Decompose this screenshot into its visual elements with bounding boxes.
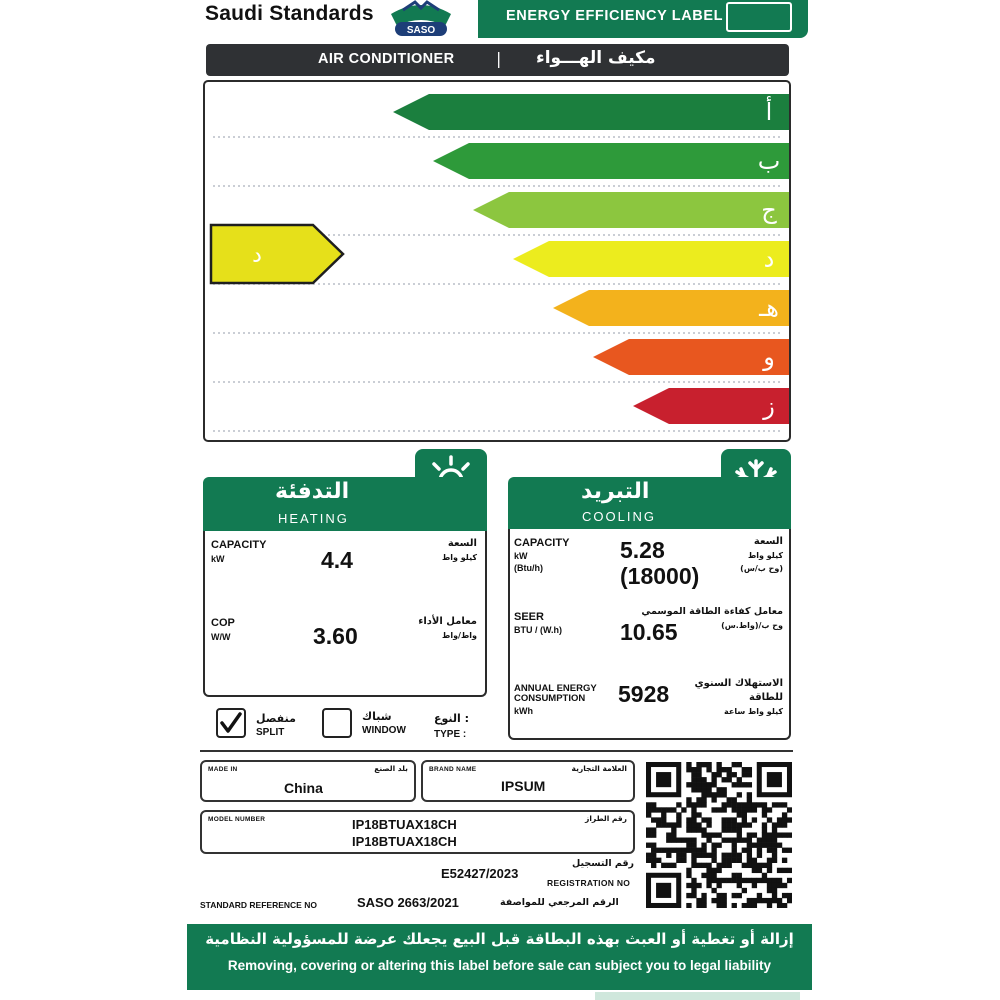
cooling-capacity-unit2-ar: (وح ب/س) <box>740 564 783 573</box>
heating-capacity-label: CAPACITY <box>211 539 267 551</box>
cooling-annual-label-ar-1: الاستهلاك السنوي <box>694 678 783 689</box>
title-bar <box>206 44 789 76</box>
model-label: MODEL NUMBER <box>208 816 266 823</box>
cooling-capacity-unit-ar: كيلو واط <box>747 551 783 560</box>
rating-letter: د <box>763 245 775 273</box>
model-label-ar: رقم الطراز <box>585 814 627 823</box>
rating-arrow <box>593 339 789 375</box>
cooling-seer-unit-ar: وح ب/(واط.س) <box>721 621 783 630</box>
heating-cop-unit-ar: واط/واط <box>442 631 477 640</box>
energy-label-title: ENERGY EFFICIENCY LABEL <box>506 8 724 24</box>
cooling-annual-label-2: CONSUMPTION <box>514 693 586 704</box>
cooling-seer-unit: BTU / (W.h) <box>514 625 562 635</box>
registration-label-ar: رقم التسجيل <box>572 858 635 869</box>
model-box <box>200 810 635 854</box>
rating-letter: ج <box>761 196 777 224</box>
rating-letter: أ <box>765 98 773 126</box>
cooling-header <box>508 477 791 531</box>
cooling-annual-value: 5928 <box>618 681 670 707</box>
org-name: Saudi Standards <box>205 2 374 25</box>
made-in-value: China <box>284 780 323 796</box>
qr-code <box>646 762 792 908</box>
footer-stripe <box>595 992 800 1000</box>
footer-warning-ar: إزالة أو تغطية أو العبث بهذه البطاقة قبل البيع يجعلك عرضة للمسؤولية النظامية <box>205 930 794 948</box>
rating-letter: ز <box>763 392 775 420</box>
cooling-title-ar: التبريد <box>581 479 650 504</box>
made-in-label: MADE IN <box>208 766 238 773</box>
heating-cop-label: COP <box>211 617 235 629</box>
model-value-2: IP18BTUAX18CH <box>352 834 457 849</box>
made-in-label-ar: بلد الصنع <box>374 764 408 773</box>
window-label-ar: شباك <box>362 710 392 723</box>
cooling-annual-unit-ar: كيلو واط ساعة <box>724 707 783 716</box>
footer-warning-en: Removing, covering or altering this label before sale can subject you to legal liability <box>227 958 772 973</box>
heating-capacity-label-ar: السعة <box>447 538 477 549</box>
brand-box <box>421 760 635 802</box>
brand-label: BRAND NAME <box>429 766 477 773</box>
title-arabic: مكيف الهـــواء <box>536 48 656 68</box>
product-rating-letter: د <box>252 243 262 268</box>
rating-arrow <box>513 241 789 277</box>
rating-letter: هـ <box>759 294 779 322</box>
footer-banner <box>187 924 812 990</box>
standard-label-ar: الرقم المرجعي للمواصفة <box>500 897 619 908</box>
saso-logo <box>385 0 457 38</box>
rating-arrow <box>553 290 789 326</box>
heating-cop-value: 3.60 <box>313 623 358 649</box>
divider <box>200 750 793 752</box>
rating-arrow <box>433 143 789 179</box>
heating-capacity-value: 4.4 <box>321 547 353 573</box>
registration-value: E52427/2023 <box>441 866 519 881</box>
split-label-ar: منفصل <box>256 712 296 725</box>
heating-title-ar: التدفئة <box>275 479 350 504</box>
cooling-capacity-unit2: (Btu/h) <box>514 563 543 573</box>
product-rating-arrow <box>211 225 343 283</box>
rating-letter: ب <box>757 147 781 175</box>
brand-value: IPSUM <box>501 778 546 794</box>
rating-letter: و <box>763 343 775 371</box>
cooling-capacity-btu: (18000) <box>620 563 700 589</box>
cooling-capacity-unit: kW <box>514 551 528 561</box>
type-label-en: TYPE : <box>434 729 467 740</box>
heating-panel <box>203 531 487 697</box>
heating-header <box>203 477 487 533</box>
cooling-capacity-label: CAPACITY <box>514 537 570 549</box>
cooling-annual-unit: kWh <box>514 706 533 716</box>
split-checkbox[interactable] <box>216 708 246 738</box>
cooling-seer-label: SEER <box>514 611 544 623</box>
rating-arrow <box>473 192 789 228</box>
heating-title-en: HEATING <box>278 511 349 526</box>
heating-capacity-unit: kW <box>211 554 225 564</box>
heating-capacity-unit-ar: كيلو واط <box>441 553 477 562</box>
model-value-1: IP18BTUAX18CH <box>352 817 457 832</box>
type-label-ar: النوع : <box>434 712 470 725</box>
rating-panel <box>203 80 791 442</box>
made-in-box <box>200 760 416 802</box>
arabic-mark-icon <box>726 2 792 32</box>
checkmark-icon <box>218 710 244 736</box>
standard-label: STANDARD REFERENCE NO <box>200 900 317 910</box>
brand-label-ar: العلامة التجارية <box>571 764 627 773</box>
cooling-capacity-label-ar: السعة <box>753 536 783 547</box>
window-checkbox[interactable] <box>322 708 352 738</box>
cooling-title-en: COOLING <box>582 509 656 524</box>
split-label-en: SPLIT <box>256 727 285 738</box>
cooling-seer-value: 10.65 <box>620 619 678 645</box>
heating-cop-unit: W/W <box>211 632 231 642</box>
saso-logo-text: SASO <box>406 25 436 36</box>
header-band <box>478 0 808 38</box>
window-label-en: WINDOW <box>362 725 406 736</box>
cooling-annual-label-1: ANNUAL ENERGY <box>514 683 597 694</box>
rating-scale <box>205 82 789 440</box>
cooling-annual-label-ar-2: للطاقة <box>749 692 783 703</box>
rating-arrow <box>393 94 789 130</box>
cooling-seer-label-ar: معامل كفاءة الطاقة الموسمي <box>641 606 783 617</box>
title-english: AIR CONDITIONER <box>318 51 455 67</box>
cooling-panel <box>508 529 791 740</box>
registration-label: REGISTRATION NO <box>547 878 631 888</box>
heating-cop-label-ar: معامل الأداء <box>418 616 477 627</box>
title-separator: | <box>496 49 502 68</box>
standard-value: SASO 2663/2021 <box>357 895 459 910</box>
cooling-capacity-value: 5.28 <box>620 537 665 563</box>
